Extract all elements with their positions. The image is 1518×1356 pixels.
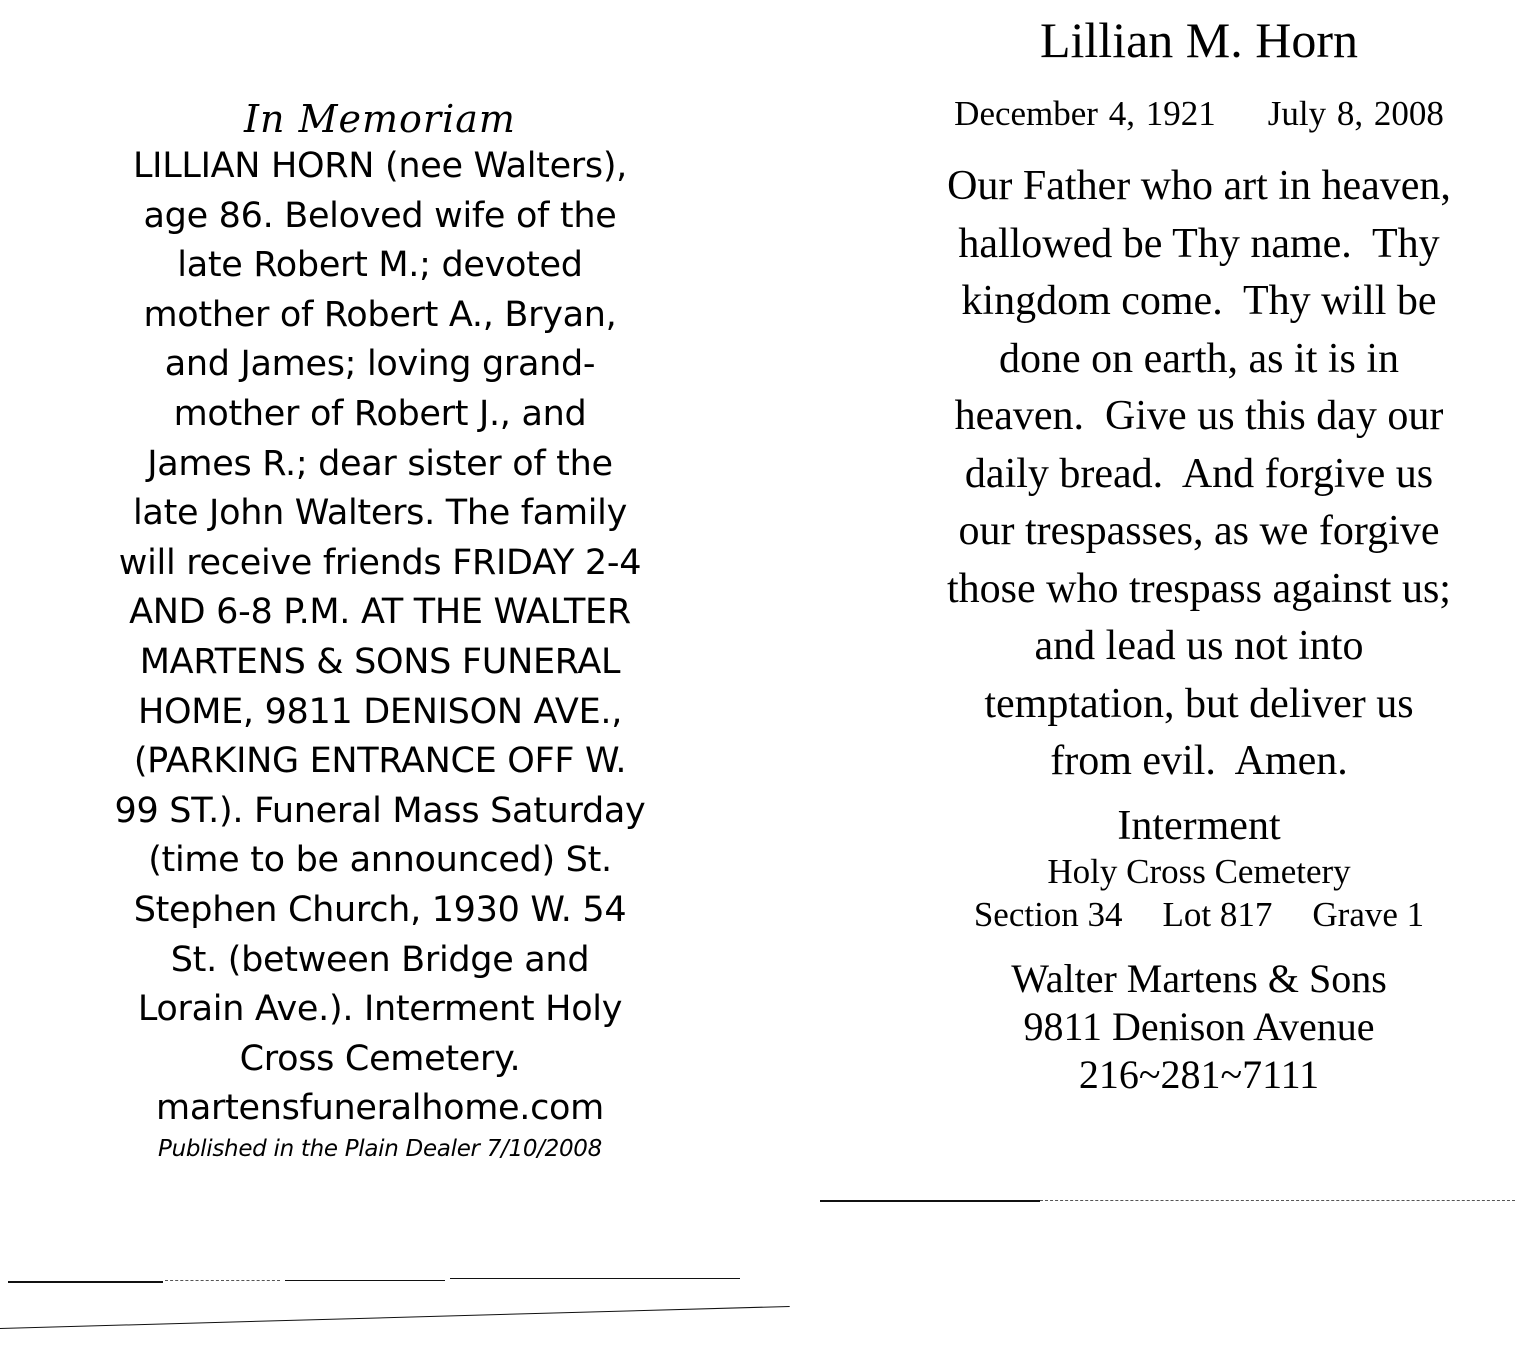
obituary-line: LILLIAN HORN (nee Walters), (132, 146, 628, 186)
prayer-line: temptation, but deliver us (984, 680, 1414, 727)
grave-number: Grave 1 (1312, 894, 1425, 934)
prayer-line: heaven. Give us this day our (954, 393, 1444, 439)
obituary-line: late Robert M.; devoted (177, 245, 583, 286)
deceased-name: Lillian M. Horn (1039, 12, 1359, 68)
death-date: July 8, 2008 (1267, 94, 1444, 133)
prayer-line: from evil. Amen. (1050, 738, 1348, 784)
obituary-line: and James; loving grand- (164, 344, 596, 385)
funeral-home-phone: 216~281~7111 (1078, 1051, 1320, 1097)
scan-edge-line (0, 1306, 790, 1329)
prayer-line: daily bread. And forgive us (964, 450, 1434, 497)
prayer-line: done on earth, as it is in (998, 335, 1400, 382)
prayer-line: Our Father who art in heaven, (947, 163, 1451, 209)
obituary-line: (PARKING ENTRANCE OFF W. (133, 741, 627, 782)
birth-date: December 4, 1921 (954, 94, 1216, 133)
prayer-line: hallowed be Thy name. Thy (958, 220, 1440, 267)
obituary-line: will receive friends FRIDAY 2-4 (118, 542, 642, 583)
clipping-edge-line (285, 1280, 445, 1281)
funeral-home-name: Walter Martens & Sons (1011, 955, 1387, 1001)
obituary-line: AND 6-8 P.M. AT THE WALTER (129, 592, 631, 633)
funeral-home-block (880, 955, 1518, 1099)
prayer-line: those who trespass against us; (947, 565, 1451, 612)
lot-number: Lot 817 (1162, 894, 1273, 934)
cemetery-name: Holy Cross Cemetery (1047, 851, 1351, 891)
publication-note: Published in the Plain Dealer 7/10/2008 (158, 1135, 602, 1162)
life-dates (880, 94, 1518, 134)
clipping-edge-line (165, 1280, 280, 1281)
card-edge-line (1040, 1200, 1515, 1201)
obituary-line: late John Walters. The family (133, 493, 627, 534)
obituary-line: 99 ST.). Funeral Mass Saturday (114, 790, 646, 831)
obituary-line: Stephen Church, 1930 W. 54 (133, 889, 627, 930)
clipping-edge-line (8, 1281, 163, 1283)
clipping-edge-line (450, 1278, 740, 1279)
website-line: martensfuneralhome.com (156, 1088, 604, 1129)
prayer-line: kingdom come. Thy will be (961, 278, 1437, 324)
obituary-line: Cross Cemetery. (239, 1038, 521, 1079)
prayer-card (880, 10, 1518, 1099)
obituary-line: mother of Robert J., and (173, 393, 587, 434)
obituary-clipping (60, 96, 700, 1164)
obituary-line: Lorain Ave.). Interment Holy (137, 989, 623, 1030)
obituary-line: mother of Robert A., Bryan, (143, 294, 617, 335)
obituary-line: James R.; dear sister of the (147, 443, 613, 484)
obituary-line: St. (between Bridge and (170, 939, 590, 980)
obituary-line: (time to be announced) St. (148, 840, 612, 881)
obituary-line: MARTENS & SONS FUNERAL (139, 641, 621, 682)
prayer-line: and lead us not into (1034, 623, 1364, 669)
obituary-line: HOME, 9811 DENISON AVE., (137, 691, 623, 732)
prayer-line: our trespasses, as we forgive (958, 508, 1440, 554)
interment-heading: Interment (1117, 802, 1281, 849)
plot-location (880, 893, 1518, 937)
memoriam-heading: In Memoriam (244, 97, 516, 141)
obituary-line: age 86. Beloved wife of the (143, 195, 617, 236)
obituary-text (60, 142, 700, 1134)
lords-prayer (880, 158, 1518, 791)
funeral-home-address: 9811 Denison Avenue (1023, 1003, 1375, 1049)
section-number: Section 34 (973, 894, 1123, 934)
card-edge-line (820, 1200, 1040, 1202)
